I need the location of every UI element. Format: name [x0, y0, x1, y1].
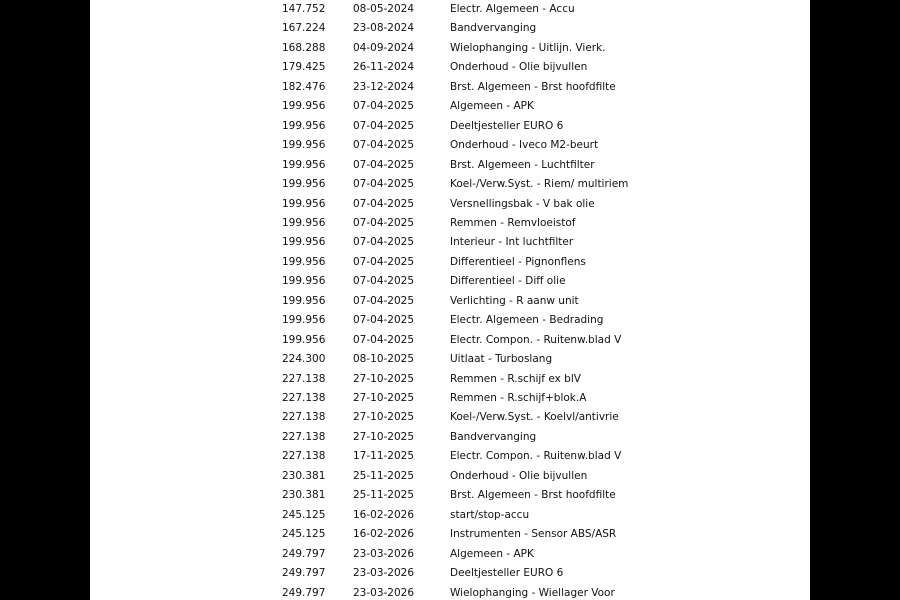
work-description: Onderhoud - Olie bijvullen: [450, 61, 588, 74]
mileage-value: 199.956: [282, 139, 326, 152]
work-description: Electr. Compon. - Ruitenw.blad V: [450, 333, 622, 346]
date-value: 04-09-2024: [353, 41, 415, 54]
date-value: 23-08-2024: [353, 22, 415, 35]
list-item: [90, 311, 810, 330]
work-description: Differentieel - Diff olie: [450, 275, 566, 288]
work-description: Electr. Algemeen - Bedrading: [450, 314, 604, 327]
mileage-value: 199.956: [282, 158, 326, 171]
date-value: 27-10-2025: [353, 411, 415, 424]
mileage-value: 245.125: [282, 508, 326, 521]
mileage-value: 227.138: [282, 392, 326, 404]
list-item: [90, 350, 810, 369]
work-description: Uitlaat - Turboslang: [450, 353, 553, 366]
date-value: 08-10-2025: [353, 353, 415, 366]
work-description: Electr. Algemeen - Accu: [450, 3, 575, 15]
mileage-value: 249.797: [282, 547, 326, 560]
list-item: [90, 370, 810, 389]
date-value: 16-02-2026: [353, 508, 415, 521]
mileage-value: 199.956: [282, 197, 326, 210]
mileage-value: 199.956: [282, 216, 326, 229]
date-value: 07-04-2025: [353, 236, 415, 249]
mileage-value: 227.138: [282, 430, 326, 443]
list-item: [90, 117, 810, 136]
work-description: Wielophanging - Wiellager Voor: [450, 586, 615, 599]
date-value: 07-04-2025: [353, 139, 415, 152]
list-item: [90, 195, 810, 214]
list-item: [90, 525, 810, 544]
list-item: [90, 19, 810, 38]
mileage-value: 227.138: [282, 372, 326, 385]
list-item: [90, 331, 810, 350]
work-description: Brst. Algemeen - Brst hoofdfilte: [450, 80, 616, 93]
list-item: [90, 389, 810, 408]
mileage-value: 230.381: [282, 489, 326, 502]
mileage-value: 245.125: [282, 528, 326, 541]
mileage-value: 199.956: [282, 255, 326, 268]
work-description: Bandvervanging: [450, 430, 537, 443]
work-description: Versnellingsbak - V bak olie: [450, 197, 595, 210]
mileage-value: 168.288: [282, 41, 326, 54]
mileage-value: 249.797: [282, 586, 326, 599]
date-value: 25-11-2025: [353, 469, 415, 482]
date-value: 07-04-2025: [353, 294, 415, 307]
list-item: [90, 447, 810, 466]
list-item: [90, 97, 810, 116]
work-description: Koel-/Verw.Syst. - Riem/ multiriem: [450, 178, 629, 191]
work-description: Algemeen - APK: [450, 547, 534, 560]
mileage-value: 147.752: [282, 3, 326, 15]
date-value: 07-04-2025: [353, 255, 415, 268]
list-item: [90, 292, 810, 311]
work-description: start/stop-accu: [450, 508, 530, 521]
list-item: [90, 272, 810, 291]
date-value: 27-10-2025: [353, 372, 415, 385]
date-value: 17-11-2025: [353, 450, 415, 463]
work-description: Brst. Algemeen - Luchtfilter: [450, 158, 595, 171]
date-value: 07-04-2025: [353, 216, 415, 229]
mileage-value: 249.797: [282, 567, 326, 580]
list-item: [90, 175, 810, 194]
work-description: Algemeen - APK: [450, 100, 534, 113]
list-item: [90, 564, 810, 583]
list-item: [90, 584, 810, 600]
mileage-value: 227.138: [282, 411, 326, 424]
date-value: 07-04-2025: [353, 333, 415, 346]
date-value: 23-03-2026: [353, 586, 415, 599]
date-value: 07-04-2025: [353, 119, 415, 132]
mileage-value: 179.425: [282, 61, 326, 74]
work-description: Deeltjesteller EURO 6: [450, 119, 564, 132]
list-item: [90, 214, 810, 233]
work-description: Koel-/Verw.Syst. - Koelvl/antivrie: [450, 411, 619, 424]
date-value: 27-10-2025: [353, 430, 415, 443]
date-value: 27-10-2025: [353, 392, 415, 404]
mileage-value: 230.381: [282, 469, 326, 482]
mileage-value: 199.956: [282, 294, 326, 307]
work-description: Wielophanging - Uitlijn. Vierk.: [450, 41, 606, 54]
list-item: [90, 486, 810, 505]
date-value: 07-04-2025: [353, 100, 415, 113]
mileage-value: 167.224: [282, 22, 326, 35]
work-description: Brst. Algemeen - Brst hoofdfilte: [450, 489, 616, 502]
mileage-value: 199.956: [282, 178, 326, 191]
work-description: Remmen - R.schijf+blok.A: [450, 392, 587, 404]
date-value: 08-05-2024: [353, 3, 415, 15]
list-item: [90, 408, 810, 427]
mileage-value: 182.476: [282, 80, 326, 93]
mileage-value: 199.956: [282, 119, 326, 132]
work-description: Electr. Compon. - Ruitenw.blad V: [450, 450, 622, 463]
work-description: Instrumenten - Sensor ABS/ASR: [450, 528, 617, 541]
date-value: 23-12-2024: [353, 80, 415, 93]
work-description: Deeltjesteller EURO 6: [450, 567, 564, 580]
work-description: Verlichting - R aanw unit: [450, 294, 579, 307]
mileage-value: 199.956: [282, 236, 326, 249]
date-value: 07-04-2025: [353, 158, 415, 171]
document-page: [90, 0, 810, 600]
mileage-value: 199.956: [282, 100, 326, 113]
work-description: Interieur - Int luchtfilter: [450, 236, 574, 249]
list-item: [90, 428, 810, 447]
list-item: [90, 545, 810, 564]
work-description: Onderhoud - Olie bijvullen: [450, 469, 588, 482]
list-item: [90, 39, 810, 58]
mileage-value: 224.300: [282, 353, 326, 366]
date-value: 07-04-2025: [353, 275, 415, 288]
mileage-value: 227.138: [282, 450, 326, 463]
list-item: [90, 78, 810, 97]
list-item: [90, 506, 810, 525]
mileage-value: 199.956: [282, 275, 326, 288]
list-item: [90, 0, 810, 19]
list-item: [90, 233, 810, 252]
date-value: 25-11-2025: [353, 489, 415, 502]
date-value: 16-02-2026: [353, 528, 415, 541]
date-value: 26-11-2024: [353, 61, 415, 74]
list-item: [90, 467, 810, 486]
date-value: 07-04-2025: [353, 197, 415, 210]
list-item: [90, 58, 810, 77]
mileage-value: 199.956: [282, 333, 326, 346]
work-description: Bandvervanging: [450, 22, 537, 35]
date-value: 23-03-2026: [353, 567, 415, 580]
list-item: [90, 253, 810, 272]
mileage-value: 199.956: [282, 314, 326, 327]
list-item: [90, 136, 810, 155]
date-value: 23-03-2026: [353, 547, 415, 560]
list-item: [90, 156, 810, 175]
work-description: Remmen - R.schijf ex blV: [450, 372, 581, 385]
work-description: Onderhoud - Iveco M2-beurt: [450, 139, 599, 152]
work-description: Remmen - Remvloeistof: [450, 216, 576, 229]
date-value: 07-04-2025: [353, 314, 415, 327]
date-value: 07-04-2025: [353, 178, 415, 191]
work-description: Differentieel - Pignonflens: [450, 255, 586, 268]
